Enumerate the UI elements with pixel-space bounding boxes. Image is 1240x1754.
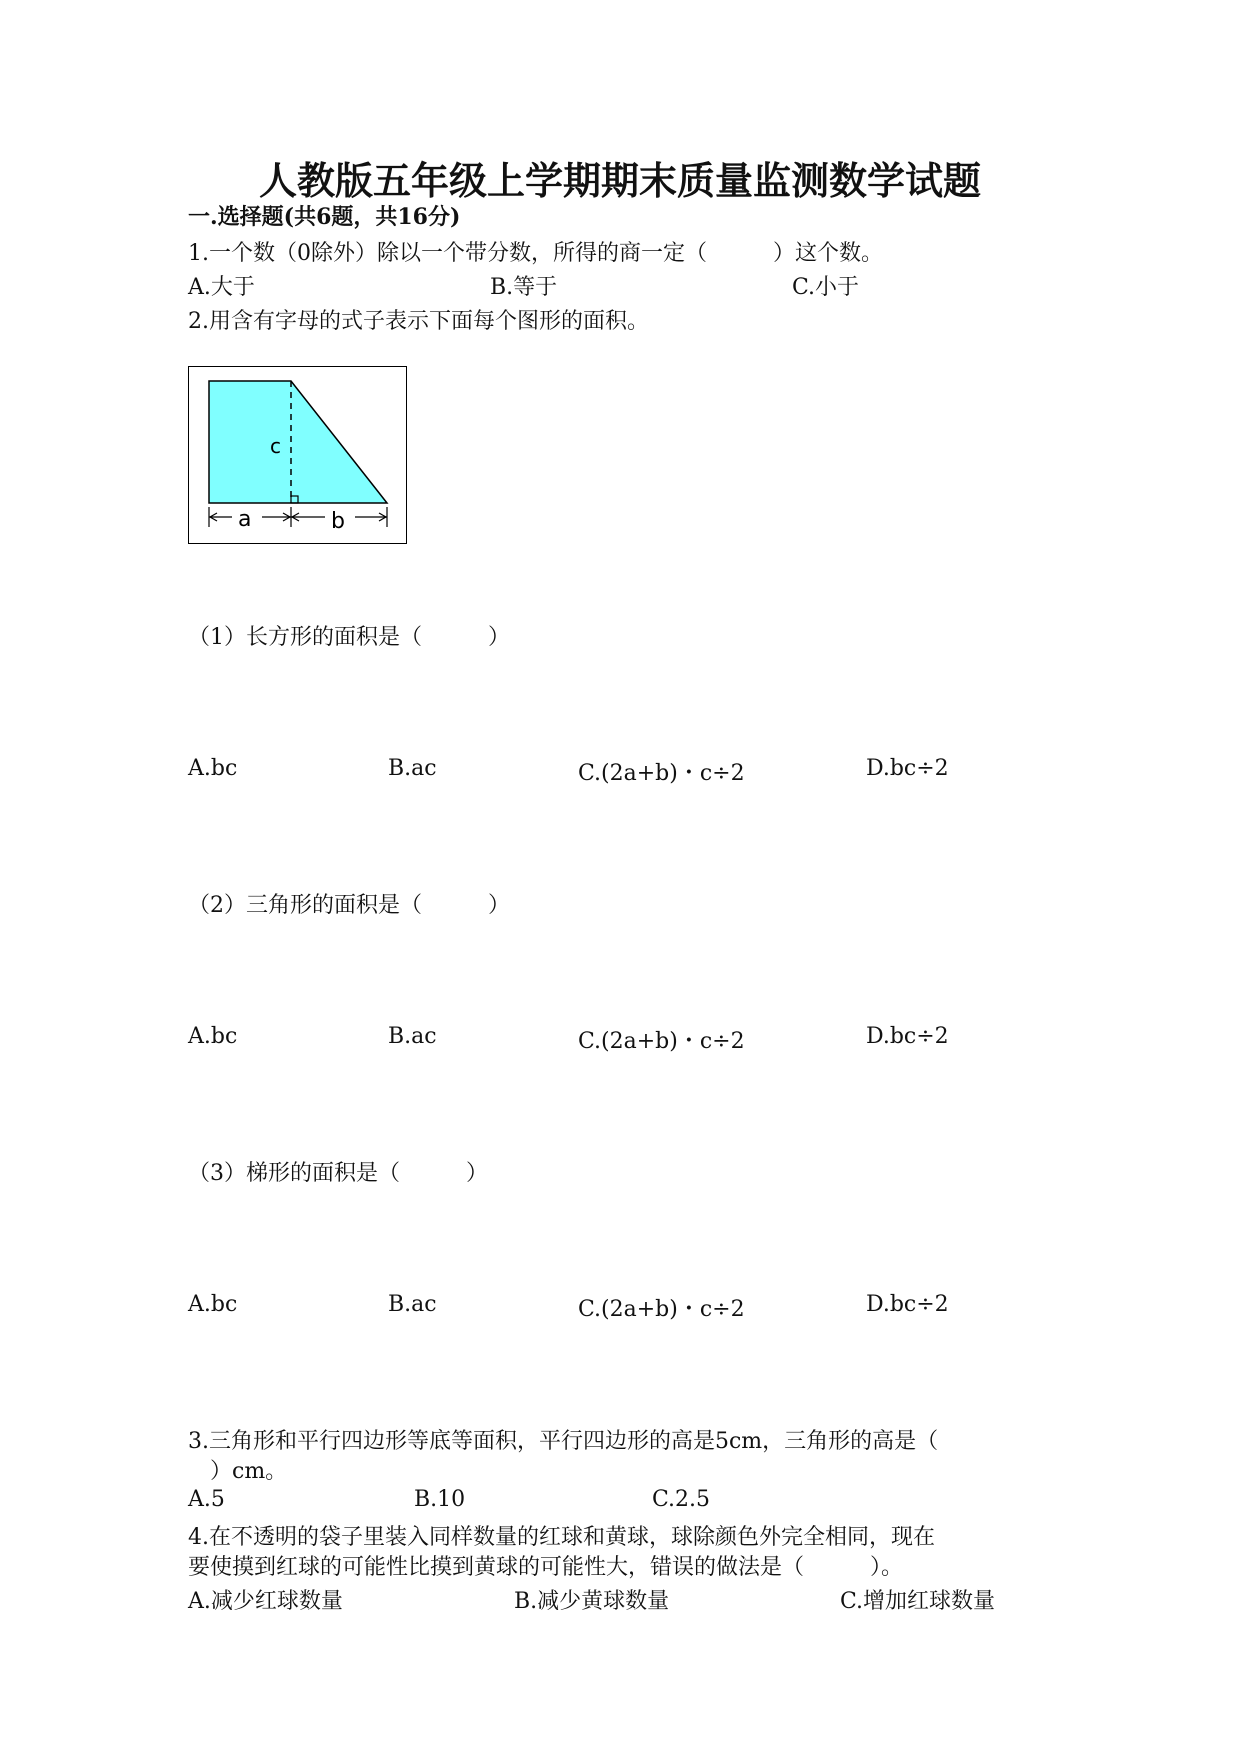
q2-sub3-text: （3）梯形的面积是（ ） <box>188 1161 488 1186</box>
question-3-text-line1: 3.三角形和平行四边形等底等面积，平行四边形的高是5cm，三角形的高是（ <box>188 1429 939 1454</box>
q3-option-c: C.2.5 <box>652 1487 711 1512</box>
question-4-text-line2: 要使摸到红球的可能性比摸到黄球的可能性大，错误的做法是（ ）。 <box>188 1555 904 1580</box>
q3-option-b: B.10 <box>414 1487 466 1512</box>
q2-sub3-option-d: D.bc÷2 <box>866 1292 949 1317</box>
label-a: a <box>238 507 252 532</box>
section-heading: 一.选择题(共6题，共16分) <box>188 204 461 230</box>
q4-option-a: A.减少红球数量 <box>188 1589 343 1614</box>
q4-option-b: B.减少黄球数量 <box>514 1589 670 1614</box>
q2-sub3-option-a: A.bc <box>188 1292 238 1317</box>
q2-sub1-option-c: C.(2a+b)・c÷2 <box>578 761 745 786</box>
q2-sub1-option-b: B.ac <box>388 756 437 781</box>
q2-sub1-option-d: D.bc÷2 <box>866 756 949 781</box>
trapezoid-shape <box>209 381 387 503</box>
q2-sub3-option-c: C.(2a+b)・c÷2 <box>578 1297 745 1322</box>
q1-option-c: C.小于 <box>792 275 860 300</box>
q2-sub2-option-b: B.ac <box>388 1024 437 1049</box>
q1-option-b: B.等于 <box>490 275 558 300</box>
q2-sub2-text: （2）三角形的面积是（ ） <box>188 893 510 918</box>
q2-sub1-text: （1）长方形的面积是（ ） <box>188 625 510 650</box>
question-1-text: 1.一个数（0除外）除以一个带分数，所得的商一定（ ）这个数。 <box>188 241 883 266</box>
q2-sub2-option-c: C.(2a+b)・c÷2 <box>578 1029 745 1054</box>
q4-option-c: C.增加红球数量 <box>840 1589 996 1614</box>
trapezoid-figure <box>188 366 407 544</box>
question-3-text-line2: ）cm。 <box>188 1459 288 1484</box>
q2-sub3-option-b: B.ac <box>388 1292 437 1317</box>
label-c: c <box>270 434 281 458</box>
page-title: 人教版五年级上学期期末质量监测数学试题 <box>258 158 981 203</box>
label-b: b <box>331 509 345 534</box>
q2-sub1-option-a: A.bc <box>188 756 238 781</box>
q2-sub2-option-a: A.bc <box>188 1024 238 1049</box>
q1-option-a: A.大于 <box>188 275 255 300</box>
question-2-text: 2.用含有字母的式子表示下面每个图形的面积。 <box>188 309 649 334</box>
q3-option-a: A.5 <box>188 1487 225 1512</box>
question-4-text-line1: 4.在不透明的袋子里装入同样数量的红球和黄球，球除颜色外完全相同，现在 <box>188 1525 935 1550</box>
q2-sub2-option-d: D.bc÷2 <box>866 1024 949 1049</box>
